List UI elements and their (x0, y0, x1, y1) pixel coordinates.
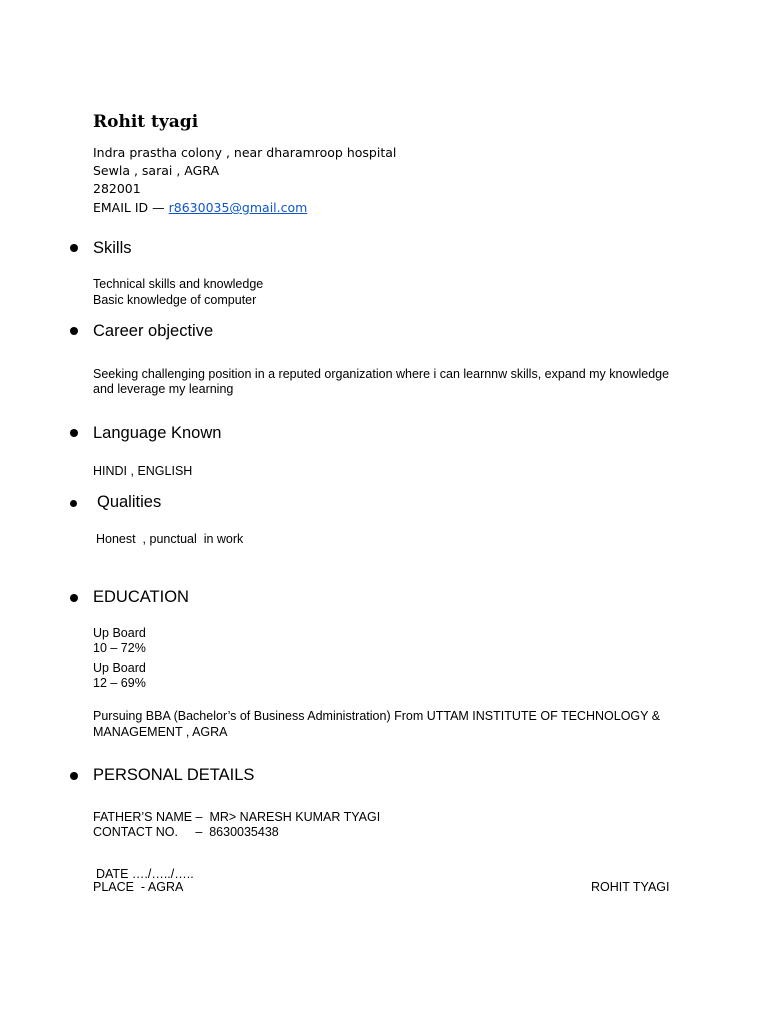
bullet-icon (70, 327, 78, 335)
signature: ROHIT TYAGI (591, 880, 670, 894)
email-row (93, 199, 307, 217)
education-board-2: Up Board (93, 661, 146, 675)
education-pursuing: Pursuing BBA (Bachelor’s of Business Administration) From UTTAM INSTITUTE OF TECHNOLOGY & MANAGEMENT , AGRA (93, 709, 661, 739)
contact-number: CONTACT NO. – 8630035438 (93, 825, 279, 839)
qualities-text: Honest , punctual in work (96, 532, 244, 546)
skills-line-2: Basic knowledge of computer (93, 293, 257, 307)
language-text: HINDI , ENGLISH (93, 464, 193, 478)
place-field: PLACE - AGRA (93, 880, 184, 894)
bullet-icon (70, 772, 78, 780)
bullet-icon (70, 244, 78, 252)
bullet-icon (70, 429, 78, 437)
email-label: EMAIL ID — (93, 200, 169, 215)
pincode: 282001 (93, 181, 141, 196)
language-heading: Language Known (93, 424, 222, 442)
education-result-1: 10 – 72% (93, 641, 146, 655)
father-name: FATHER’S NAME – MR> NARESH KUMAR TYAGI (93, 810, 381, 824)
career-text: Seeking challenging position in a reputed organization where i can learnnw skills, expand my knowledge and leverage my learning (93, 367, 670, 396)
education-heading: EDUCATION (93, 588, 189, 606)
personal-heading: PERSONAL DETAILS (93, 766, 255, 784)
education-board-1: Up Board (93, 626, 146, 640)
bullet-icon (70, 594, 78, 602)
bullet-icon (70, 500, 77, 507)
address-line-1: Indra prastha colony , near dharamroop hospital (93, 145, 397, 160)
resume-name: Rohit tyagi (93, 112, 199, 132)
education-result-2: 12 – 69% (93, 676, 146, 690)
address-line-2: Sewla , sarai , AGRA (93, 163, 220, 178)
date-field: DATE …./…../….. (96, 867, 194, 881)
qualities-heading: Qualities (97, 493, 162, 511)
email-link[interactable]: r8630035@gmail.com (168, 200, 308, 215)
skills-line-1: Technical skills and knowledge (93, 277, 264, 291)
skills-heading: Skills (93, 239, 132, 257)
career-heading: Career objective (93, 322, 214, 340)
